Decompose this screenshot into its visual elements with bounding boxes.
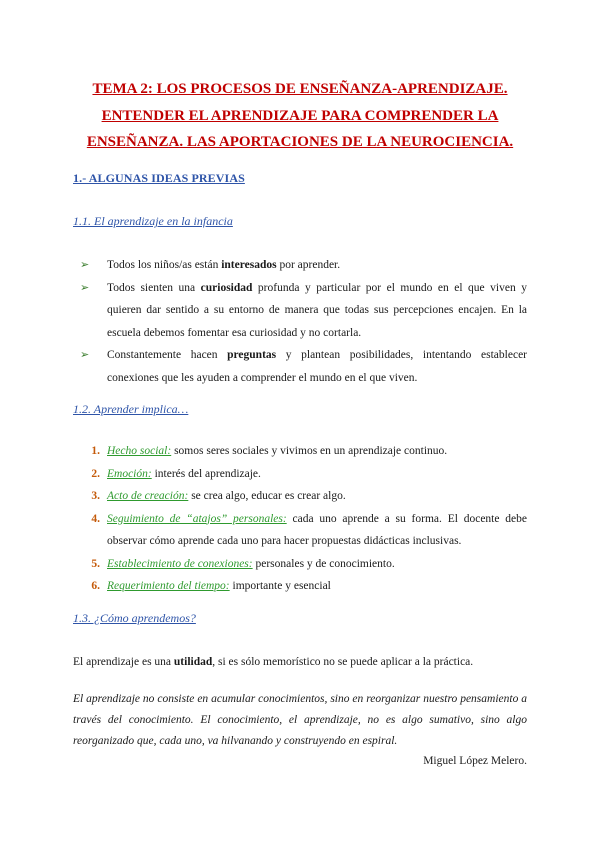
section-heading-1: 1.- ALGUNAS IDEAS PREVIAS [73,171,245,185]
title-line-3: ENSEÑANZA. LAS APORTACIONES DE LA NEUROCIENCIA. [86,134,514,150]
arrow-bullet-icon: ➢ [80,280,90,294]
list-item: 5. Establecimiento de conexiones: personales y de conocimiento. [80,553,527,576]
list-item: 6. Requerimiento del tiempo: importante y esencial [80,575,527,598]
numbered-list [80,440,527,598]
title-line-2: ENTENDER EL APRENDIZAJE PARA COMPRENDER LA [101,107,499,124]
list-item: ➢ Todos los niños/as están interesados por aprender. [80,254,527,277]
bullet-list [80,254,527,389]
list-item: 2. Emoción: interés del aprendizaje. [80,463,527,486]
list-item: ➢ Todos sienten una curiosidad profunda y particular por el mundo en el que viven y quieren dar sentido a su entorno de manera que todas sus percepciones encajen. En la escuela debemos fomentar esa curiosidad y no cortarla. [80,277,527,345]
title-line-1: TEMA 2: LOS PROCESOS DE ENSEÑANZA-APRENDIZAJE. [92,81,508,97]
list-term: Requerimiento del tiempo: [107,580,230,592]
quote-author: Miguel López Melero. [423,755,527,767]
list-item: ➢ Constantemente hacen preguntas y plantean posibilidades, intentando establecer conexiones que les ayuden a comprender el mundo en el que viven. [80,344,527,389]
list-term: Establecimiento de conexiones: [107,557,253,570]
list-term: Acto de creación: [107,490,189,502]
list-number: 5. [91,557,100,570]
list-item: 3. Acto de creación: se crea algo, educar es crear algo. [80,485,527,508]
arrow-bullet-icon: ➢ [80,348,90,361]
subsection-heading-1-3: 1.3. ¿Cómo aprendemos? [73,611,196,625]
body-paragraph: El aprendizaje es una utilidad, si es sólo memorístico no se puede aplicar a la práctica. [73,656,474,668]
quote-paragraph: El aprendizaje no consiste en acumular conocimientos, sino en reorganizar nuestro pensamiento a través del conocimiento. El conocimiento, el aprendizaje, no es algo sumativo, sino algo reorganizado que, cada uno, va hilvanando y construyendo en espiral. [73,693,527,747]
list-item: 4. Seguimiento de “atajos” personales: cada uno aprende a su forma. El docente debe observar cómo aprende cada uno para hacer propuestas didácticas inclusivas. [80,508,527,553]
list-term: Hecho social: [107,445,172,457]
list-term: Emoción: [107,467,152,480]
list-number: 2. [91,467,100,480]
list-item: 1. Hecho social: somos seres sociales y vivimos en un aprendizaje continuo. [80,440,527,463]
list-number: 1. [91,445,100,457]
list-term: Seguimiento de “atajos” personales: [107,512,287,525]
subsection-heading-1-1: 1.1. El aprendizaje en la infancia [73,214,233,228]
subsection-heading-1-2: 1.2. Aprender implica… [73,402,189,416]
list-number: 3. [91,490,100,502]
list-number: 4. [91,512,100,525]
list-number: 6. [91,580,100,592]
document-title [60,76,540,156]
arrow-bullet-icon: ➢ [80,258,90,271]
